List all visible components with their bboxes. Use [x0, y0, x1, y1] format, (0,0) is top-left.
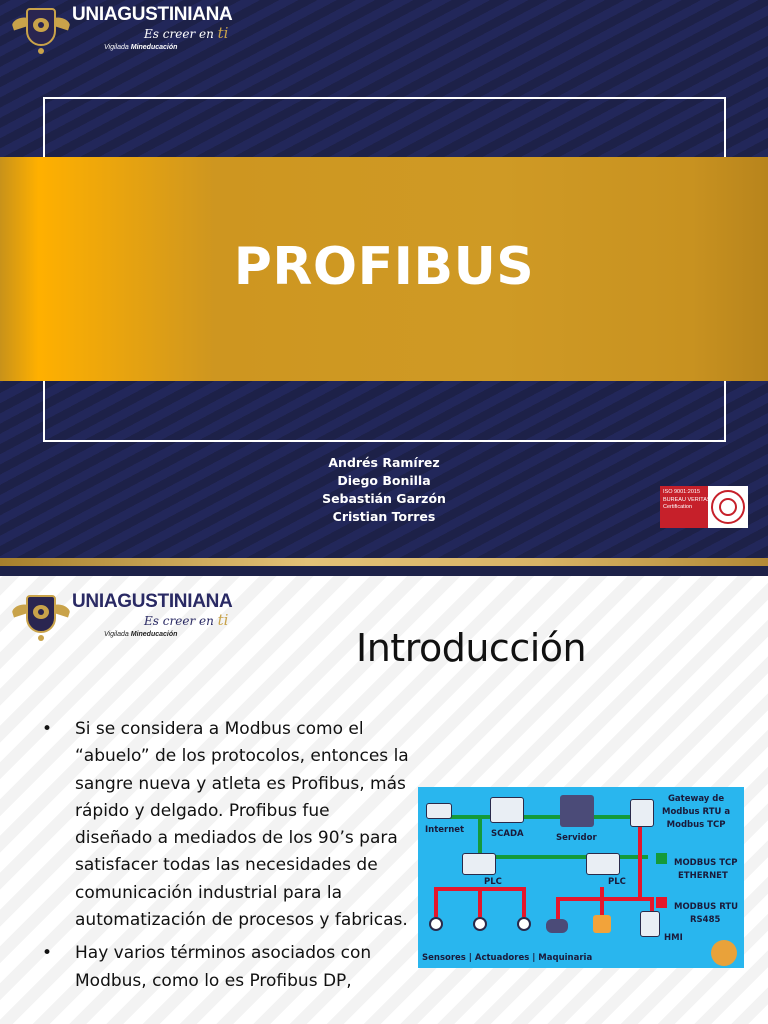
slide-title: Introducción: [356, 626, 587, 670]
bullet-item: • Si se considera a Modbus como el “abuelo” de los protocolos, entonces la sangre nueva y atleta es Profibus, más rápido y delgado. Profibus fue diseñado a mediados de los 90’s para satisfacer todas las necesidades de comunicación industrial para la automatización de procesos y fabricas.: [40, 716, 412, 934]
iso-line: Certification: [663, 504, 693, 510]
iso-line: ISO 9001:2015: [663, 489, 701, 495]
slide-title: PROFIBUS: [233, 237, 535, 297]
university-logo: [18, 4, 232, 56]
node-label-hmi: HMI: [664, 933, 683, 943]
author-name: Cristian Torres: [332, 509, 436, 524]
plc-icon: [586, 853, 620, 875]
legend-modbus-tcp: MODBUS TCP ETHERNET: [674, 858, 738, 881]
thermometer-icon: [429, 917, 443, 931]
pressure-gauge-icon: [473, 917, 487, 931]
author-name: Sebastián Garzón: [322, 491, 446, 506]
bullet-list: [40, 716, 420, 1001]
vigilada-label: Vigilada Mineducación: [104, 44, 178, 51]
crest-icon: [18, 4, 64, 56]
modbus-network-diagram: [418, 787, 744, 968]
logo-name: UNIAGUSTINIANA: [72, 591, 233, 612]
legend-modbus-rtu: MODBUS RTU RS485: [674, 902, 739, 925]
plc-icon: [462, 853, 496, 875]
node-label-servidor: Servidor: [556, 833, 597, 843]
crest-icon: [18, 591, 64, 643]
bureau-veritas-seal-icon: [711, 490, 745, 524]
title-band: [0, 157, 768, 381]
node-label-plc: PLC: [484, 877, 502, 887]
ethernet-bus: [438, 815, 644, 819]
author-name: Andrés Ramírez: [328, 455, 440, 470]
router-icon: [426, 803, 452, 819]
brand-badge-icon: [711, 940, 737, 966]
hmi-panel-icon: [640, 911, 660, 937]
field-devices-label: Sensores | Actuadores | Maquinaria: [422, 953, 593, 963]
server-icon: [560, 795, 594, 827]
logo-slogan: Es creer en ti: [144, 611, 229, 629]
node-label-internet: Internet: [425, 825, 465, 835]
gateway-title: Gateway de Modbus RTU a Modbus TCP: [662, 794, 731, 830]
author-list: [284, 454, 484, 526]
logo-name: UNIAGUSTINIANA: [72, 4, 233, 25]
flow-meter-icon: [517, 917, 531, 931]
gateway-icon: [630, 799, 654, 827]
university-logo: [18, 591, 232, 643]
robot-arm-icon: [593, 915, 611, 933]
legend-swatch-rs485: [656, 897, 667, 908]
bullet-item: • Hay varios términos asociados con Modbus, como lo es Profibus DP,: [40, 940, 420, 995]
motor-icon: [546, 919, 568, 933]
node-label-scada: SCADA: [491, 829, 524, 839]
introduction-slide: [0, 576, 768, 1024]
vigilada-label: Vigilada Mineducación: [104, 631, 178, 638]
logo-slogan: Es creer en ti: [144, 24, 229, 42]
author-name: Diego Bonilla: [337, 473, 431, 488]
node-label-plc: PLC: [608, 877, 626, 887]
scada-monitor-icon: [490, 797, 524, 823]
gold-divider: [0, 558, 768, 566]
iso-line: BUREAU VERITAS: [663, 496, 711, 503]
legend-swatch-ethernet: [656, 853, 667, 864]
iso-certification-badge: [660, 486, 748, 528]
